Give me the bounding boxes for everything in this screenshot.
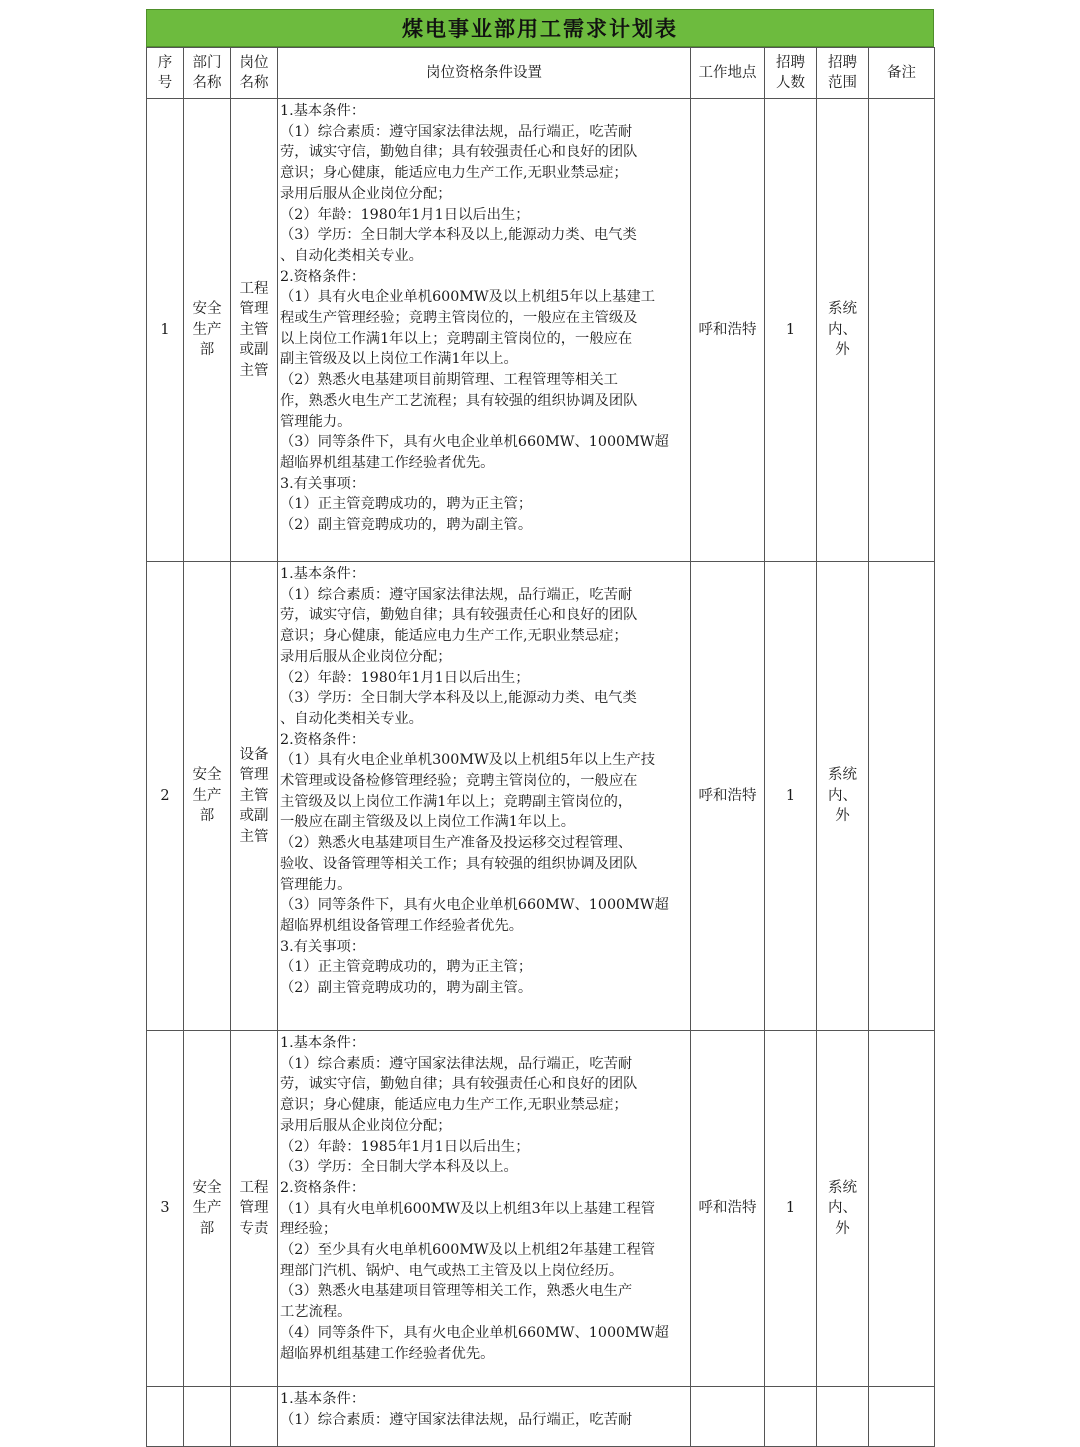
- cell-remark: [869, 562, 935, 1031]
- requirement-line: 超临界机组基建工作经验者优先。: [280, 454, 495, 471]
- header-scope: 招聘 范围: [817, 48, 869, 99]
- cell-requirements: [278, 562, 691, 1031]
- requirement-line: （3）熟悉火电基建项目管理等相关工作，熟悉火电生产: [280, 1283, 633, 1300]
- cell-dept: 安全 生产 部: [184, 562, 231, 1031]
- requirement-line: 主管级及以上岗位工作满1年以上；竞聘副主管岗位的，: [280, 793, 633, 810]
- requirement-line: （3）学历：全日制大学本科及以上,能源动力类、电气类: [280, 227, 637, 244]
- cell-no: 3: [147, 1031, 184, 1387]
- cell-scope: 系统 内、 外: [817, 99, 869, 562]
- requirement-line: 以上岗位工作满1年以上；竞聘副主管岗位的，一般应在: [280, 330, 633, 347]
- requirement-line: （2）年龄：1980年1月1日以后出生；: [280, 206, 530, 223]
- requirement-line: （1）具有火电企业单机300MW及以上机组5年以上生产技: [280, 752, 656, 769]
- requirement-line: 2.资格条件：: [280, 268, 366, 285]
- requirement-line: 录用后服从企业岗位分配；: [280, 648, 452, 665]
- cell-scope: [817, 1387, 869, 1447]
- cell-dept: [184, 1387, 231, 1447]
- requirement-line: 术管理或设备检修管理经验；竞聘主管岗位的，一般应在: [280, 773, 638, 790]
- requirement-line: 理经验；: [280, 1221, 338, 1238]
- requirement-line: （2）熟悉火电基建项目前期管理、工程管理等相关工: [280, 372, 618, 389]
- requirement-line: 劳，诚实守信，勤勉自律；具有较强责任心和良好的团队: [280, 144, 638, 161]
- cell-requirements: [278, 1031, 691, 1387]
- requirement-line: 一般应在副主管级及以上岗位工作满1年以上。: [280, 814, 576, 831]
- cell-location: 呼和浩特: [691, 99, 765, 562]
- requirement-line: 3.有关事项：: [280, 475, 366, 492]
- requirement-line: （2）年龄：1980年1月1日以后出生；: [280, 669, 530, 686]
- requirement-line: 验收、设备管理等相关工作；具有较强的组织协调及团队: [280, 855, 638, 872]
- requirement-line: （1）综合素质：遵守国家法律法规，品行端正，吃苦耐: [280, 1411, 633, 1428]
- header-requirements: 岗位资格条件设置: [278, 48, 691, 99]
- requirement-line: 作，熟悉火电生产工艺流程；具有较强的组织协调及团队: [280, 392, 638, 409]
- requirement-line: 意识；身心健康，能适应电力生产工作,无职业禁忌症；: [280, 165, 628, 182]
- recruitment-table: [146, 47, 935, 1447]
- requirement-line: 工艺流程。: [280, 1304, 352, 1321]
- requirement-line: 2.资格条件：: [280, 1179, 366, 1196]
- cell-no: 1: [147, 99, 184, 562]
- cell-requirements: [278, 1387, 691, 1447]
- requirement-line: 录用后服从企业岗位分配；: [280, 1117, 452, 1134]
- requirement-line: （2）熟悉火电基建项目生产准备及投运移交过程管理、: [280, 835, 633, 852]
- header-count: 招聘 人数: [765, 48, 817, 99]
- cell-location: [691, 1387, 765, 1447]
- cell-count: [765, 1387, 817, 1447]
- requirement-line: 意识；身心健康，能适应电力生产工作,无职业禁忌症；: [280, 628, 628, 645]
- requirement-line: 劳，诚实守信，勤勉自律；具有较强责任心和良好的团队: [280, 607, 638, 624]
- requirement-line: 管理能力。: [280, 413, 352, 430]
- cell-location: 呼和浩特: [691, 1031, 765, 1387]
- requirement-line: （1）综合素质：遵守国家法律法规，品行端正，吃苦耐: [280, 1055, 633, 1072]
- header-row: [147, 48, 935, 99]
- cell-scope: 系统 内、 外: [817, 562, 869, 1031]
- cell-post: 设备 管理 主管 或副 主管: [231, 562, 278, 1031]
- requirement-line: 3.有关事项：: [280, 938, 366, 955]
- requirement-line: （1）综合素质：遵守国家法律法规，品行端正，吃苦耐: [280, 586, 633, 603]
- cell-count: 1: [765, 1031, 817, 1387]
- cell-dept: 安全 生产 部: [184, 99, 231, 562]
- cell-count: 1: [765, 562, 817, 1031]
- recruitment-plan-sheet: [146, 9, 934, 1447]
- requirement-line: （1）综合素质：遵守国家法律法规，品行端正，吃苦耐: [280, 123, 633, 140]
- requirement-line: （1）正主管竞聘成功的，聘为正主管；: [280, 496, 533, 513]
- cell-location: 呼和浩特: [691, 562, 765, 1031]
- requirement-line: 理部门汽机、锅炉、电气或热工主管及以上岗位经历。: [280, 1262, 624, 1279]
- requirement-line: （2）至少具有火电单机600MW及以上机组2年基建工程管: [280, 1242, 656, 1259]
- requirement-line: （1）具有火电企业单机600MW及以上机组5年以上基建工: [280, 289, 656, 306]
- requirement-line: 超临界机组设备管理工作经验者优先。: [280, 917, 524, 934]
- cell-post: [231, 1387, 278, 1447]
- sheet-title: 煤电事业部用工需求计划表: [146, 9, 934, 47]
- requirement-line: 1.基本条件：: [280, 566, 366, 582]
- requirement-line: （4）同等条件下，具有火电企业单机660MW、1000MW超: [280, 1324, 669, 1341]
- table-row: [147, 99, 935, 562]
- requirement-line: 意识；身心健康，能适应电力生产工作,无职业禁忌症；: [280, 1097, 628, 1114]
- cell-post: 工程 管理 专责: [231, 1031, 278, 1387]
- requirement-line: 录用后服从企业岗位分配；: [280, 185, 452, 202]
- table-row: [147, 1031, 935, 1387]
- requirement-line: 副主管级及以上岗位工作满1年以上。: [280, 351, 518, 368]
- requirement-line: （2）副主管竞聘成功的，聘为副主管。: [280, 980, 533, 997]
- requirement-line: 1.基本条件：: [280, 1391, 366, 1407]
- requirement-line: 1.基本条件：: [280, 103, 366, 119]
- header-dept: 部门 名称: [184, 48, 231, 99]
- cell-requirements: [278, 99, 691, 562]
- header-no: 序 号: [147, 48, 184, 99]
- requirement-line: （3）学历：全日制大学本科及以上。: [280, 1159, 518, 1176]
- cell-no: [147, 1387, 184, 1447]
- requirement-line: （2）年龄：1985年1月1日以后出生；: [280, 1138, 530, 1155]
- requirement-line: 、自动化类相关专业。: [280, 247, 423, 264]
- cell-count: 1: [765, 99, 817, 562]
- cell-remark: [869, 99, 935, 562]
- requirement-line: 、自动化类相关专业。: [280, 710, 423, 727]
- header-location: 工作地点: [691, 48, 765, 99]
- requirement-line: （3）同等条件下，具有火电企业单机660MW、1000MW超: [280, 434, 669, 451]
- requirement-line: 超临界机组基建工作经验者优先。: [280, 1345, 495, 1362]
- requirement-line: 1.基本条件：: [280, 1035, 366, 1051]
- requirement-line: （3）学历：全日制大学本科及以上,能源动力类、电气类: [280, 690, 637, 707]
- table-row: [147, 562, 935, 1031]
- header-remark: 备注: [869, 48, 935, 99]
- requirement-line: 管理能力。: [280, 876, 352, 893]
- cell-post: 工程 管理 主管 或副 主管: [231, 99, 278, 562]
- header-post: 岗位 名称: [231, 48, 278, 99]
- requirement-line: 程或生产管理经验；竞聘主管岗位的，一般应在主管级及: [280, 310, 638, 327]
- cell-scope: 系统 内、 外: [817, 1031, 869, 1387]
- requirement-line: （1）正主管竞聘成功的，聘为正主管；: [280, 959, 533, 976]
- cell-dept: 安全 生产 部: [184, 1031, 231, 1387]
- cell-no: 2: [147, 562, 184, 1031]
- requirement-line: （3）同等条件下，具有火电企业单机660MW、1000MW超: [280, 897, 669, 914]
- cell-remark: [869, 1387, 935, 1447]
- cell-remark: [869, 1031, 935, 1387]
- table-row: [147, 1387, 935, 1447]
- requirement-line: 劳，诚实守信，勤勉自律；具有较强责任心和良好的团队: [280, 1076, 638, 1093]
- requirement-line: （1）具有火电单机600MW及以上机组3年以上基建工程管: [280, 1200, 656, 1217]
- requirement-line: （2）副主管竞聘成功的，聘为副主管。: [280, 517, 533, 534]
- requirement-line: 2.资格条件：: [280, 731, 366, 748]
